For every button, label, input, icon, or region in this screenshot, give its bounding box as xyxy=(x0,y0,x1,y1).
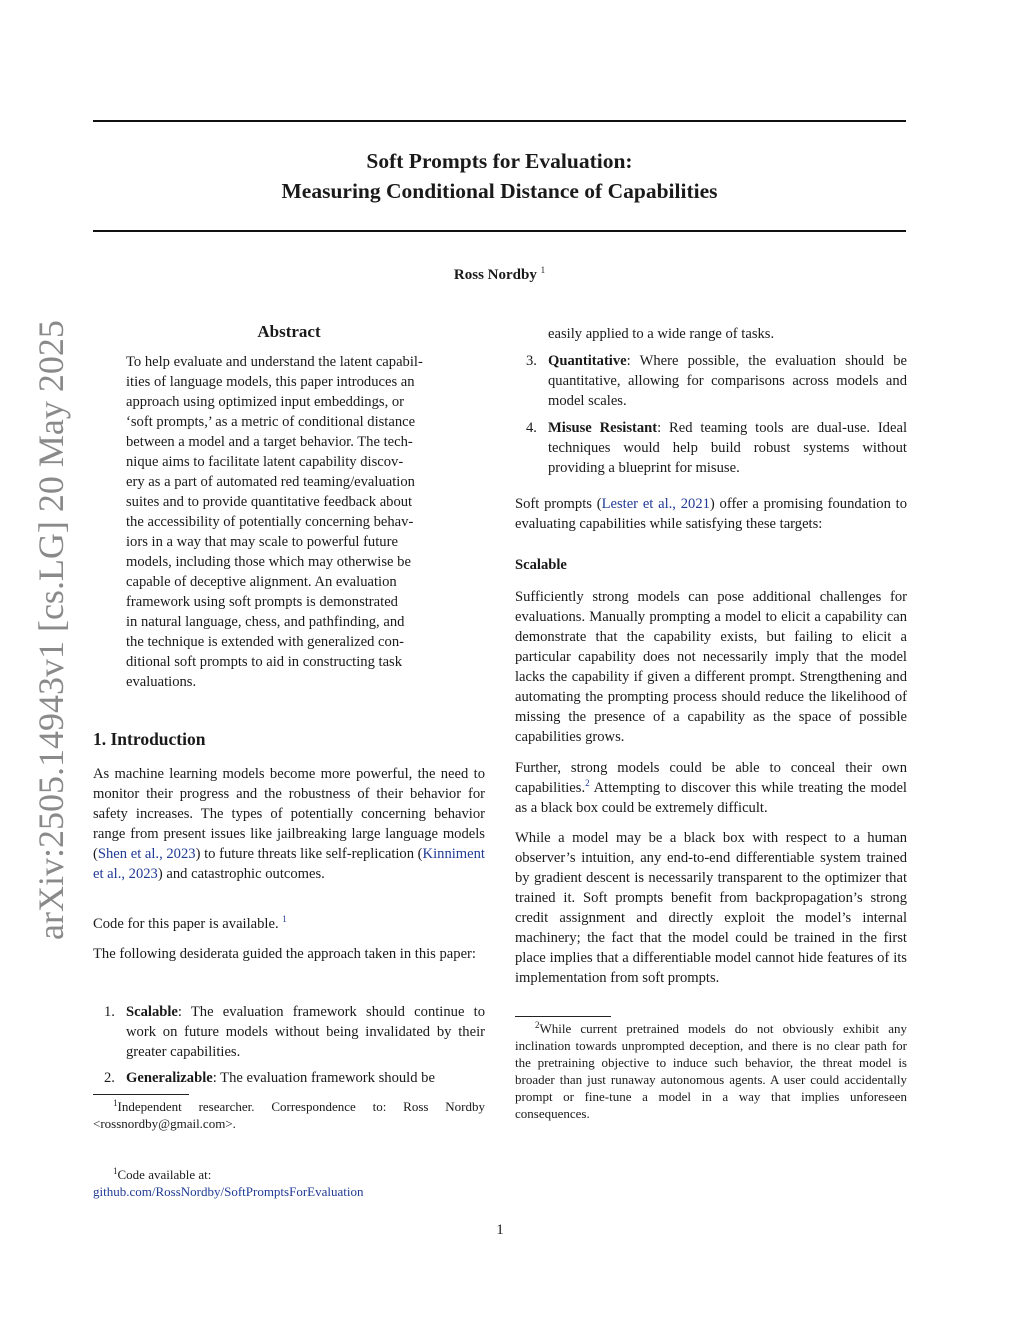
concealment-text: Attempting to discover this while treating the model as a black box could be extremely difficult. xyxy=(515,780,907,816)
author-name: Ross Nordby xyxy=(453,267,537,283)
abstract-line: between a model and a target behavior. The tech- xyxy=(126,434,413,450)
title-bottom-rule xyxy=(93,230,906,232)
footnote-mark: 1 xyxy=(113,1166,118,1176)
abstract-line: approach using optimized input embeddings, or xyxy=(126,394,405,410)
paper-title-line-1: Soft Prompts for Evaluation: xyxy=(366,149,633,173)
abstract-line: models, including those which may otherwise be xyxy=(126,554,411,570)
concealment-paragraph xyxy=(515,758,907,818)
citation-link-kinniment[interactable]: Kinniment et al., 2023 xyxy=(93,846,485,882)
list-term: Generalizable xyxy=(126,1070,213,1086)
scalable-paragraph: Sufficiently strong models can pose additional challenges for evaluations. Manually prompting a model to elicit a capability can demonstrate that the capability exists, but failing to elicit a particular capability does not necessarily imply that the model lacks the capability if given a different prompt. Strengthening and automating the prompting process should reduce the likelihood of missing the presence of a capability as the space of possible capabilities grows. xyxy=(515,589,907,745)
desiderata-item xyxy=(104,1068,485,1088)
subheading-scalable: Scalable xyxy=(515,557,567,573)
intro-paragraph-1 xyxy=(93,764,485,884)
list-number: 3. xyxy=(526,353,537,369)
title-top-rule xyxy=(93,120,906,122)
abstract-body xyxy=(126,352,452,692)
desiderata-item xyxy=(104,1002,485,1062)
soft-prompts-text: ) offer a promising foundation to evaluating capabilities while satisfying these targets: xyxy=(515,496,907,532)
footnote-deception xyxy=(515,1020,907,1122)
author-affiliation-mark: 1 xyxy=(540,265,546,275)
list-continuation: easily applied to a wide range of tasks. xyxy=(548,326,775,342)
list-text: : The evaluation framework should be xyxy=(212,1070,435,1086)
github-repo-link[interactable]: github.com/RossNordby/SoftPromptsForEvaluation xyxy=(93,1184,364,1199)
intro-p1-text: As machine learning models become more powerful, the need to monitor their progress and the robustness of their behavior for safety increases. The types of potentially concerning behavior range from present issues like jailbreaking large language models ( xyxy=(93,766,485,862)
footnote-code xyxy=(93,1166,485,1200)
soft-prompts-text: Soft prompts ( xyxy=(515,496,602,512)
footnote-text: Independent researcher. Correspondence to: Ross Nordby <rossnordby@gmail.com>. xyxy=(93,1099,485,1131)
abstract-line: ery as a part of automated red teaming/evaluation xyxy=(126,474,415,490)
abstract-line: ities of language models, this paper introduces an xyxy=(126,374,415,390)
abstract-line: framework using soft prompts is demonstrated xyxy=(126,594,398,610)
list-term: Quantitative xyxy=(548,353,627,369)
list-text: : Red teaming tools are dual-use. Ideal techniques would help build robust systems without providing a blueprint for misuse. xyxy=(548,420,907,476)
abstract-line: iors in a way that may scale to powerful future xyxy=(126,534,398,550)
desiderata-item xyxy=(526,351,907,411)
abstract-line: capable of deceptive alignment. An evaluation xyxy=(126,574,397,590)
abstract-line: ditional soft prompts to aid in constructing task xyxy=(126,654,403,670)
list-term: Scalable xyxy=(126,1004,178,1020)
intro-p1-text: ) to future threats like self-replication ( xyxy=(195,846,423,862)
list-text: : Where possible, the evaluation should be quantitative, allowing for comparisons across models and model scales. xyxy=(548,353,907,409)
arxiv-identifier-stamp: arXiv:2505.14943v1 [cs.LG] 20 May 2025 xyxy=(31,320,71,940)
intro-p2-text: Code for this paper is available. xyxy=(93,916,279,932)
citation-link-shen[interactable]: Shen et al., 2023 xyxy=(97,846,196,862)
footnote-link-2[interactable]: 2 xyxy=(585,778,590,788)
black-box-paragraph: While a model may be a black box with respect to a human observer’s intuition, any end-to-end differentiable system trained by gradient descent is necessarily transparent to the optimizer that trained it. Soft prompts benefit from backpropagation’s strong credit assignment and directly exploit the model’s internal machinery; the fact that the model could be trained in the first place implies that a differentiable model cannot hide features of its implementation from soft prompts. xyxy=(515,830,907,986)
abstract-line: suites and to provide quantitative feedback about xyxy=(126,494,413,510)
footnote-affiliation xyxy=(93,1098,485,1132)
author-line xyxy=(93,267,906,284)
abstract-line: nique aims to facilitate latent capability discov- xyxy=(126,454,404,470)
footnote-text: While current pretrained models do not obviously exhibit any inclination towards unprompted deception, and there is no clear path for the pretraining objective to induce such behavior, the threat model is broader than just runaway autonomous agents. A user could accidentally prompt or fine-tune a model in a way that implies unforeseen consequences. xyxy=(515,1021,907,1121)
abstract-line: ‘soft prompts,’ as a metric of conditional distance xyxy=(126,414,416,430)
abstract-line: evaluations. xyxy=(126,674,197,690)
footnote-mark: 2 xyxy=(535,1020,540,1030)
page-number: 1 xyxy=(496,1222,504,1238)
intro-paragraph-2 xyxy=(93,914,485,934)
abstract-line: To help evaluate and understand the latent capabil- xyxy=(126,354,423,370)
abstract-line: the technique is extended with generalized con- xyxy=(126,634,404,650)
intro-p1-text: ) and catastrophic outcomes. xyxy=(157,866,325,882)
footnote-link-1[interactable]: 1 xyxy=(282,914,287,924)
footnote-rule-left xyxy=(93,1094,189,1095)
section-heading-introduction: 1. Introduction xyxy=(93,729,206,749)
footnote-rule-right xyxy=(515,1016,611,1017)
soft-prompts-paragraph xyxy=(515,494,907,534)
abstract-heading: Abstract xyxy=(257,322,321,341)
paper-title-line-2: Measuring Conditional Distance of Capabilities xyxy=(281,179,718,203)
list-number: 2. xyxy=(104,1070,115,1086)
abstract-line: the accessibility of potentially concerning behav- xyxy=(126,514,414,530)
footnote-mark: 1 xyxy=(113,1098,118,1108)
concealment-text: Further, strong models could be able to conceal their own capabilities. xyxy=(515,760,907,796)
list-number: 4. xyxy=(526,420,537,436)
abstract-line: in natural language, chess, and pathfinding, and xyxy=(126,614,405,630)
desiderata-item xyxy=(526,418,907,478)
list-term: Misuse Resistant xyxy=(548,420,658,436)
citation-link-lester[interactable]: Lester et al., 2021 xyxy=(601,496,710,512)
list-number: 1. xyxy=(104,1004,115,1020)
footnote-text: Code available at: xyxy=(117,1167,212,1182)
list-text: : The evaluation framework should continue to work on future models without being invalidated by their greater capabilities. xyxy=(126,1004,485,1060)
intro-paragraph-3: The following desiderata guided the approach taken in this paper: xyxy=(93,946,476,962)
